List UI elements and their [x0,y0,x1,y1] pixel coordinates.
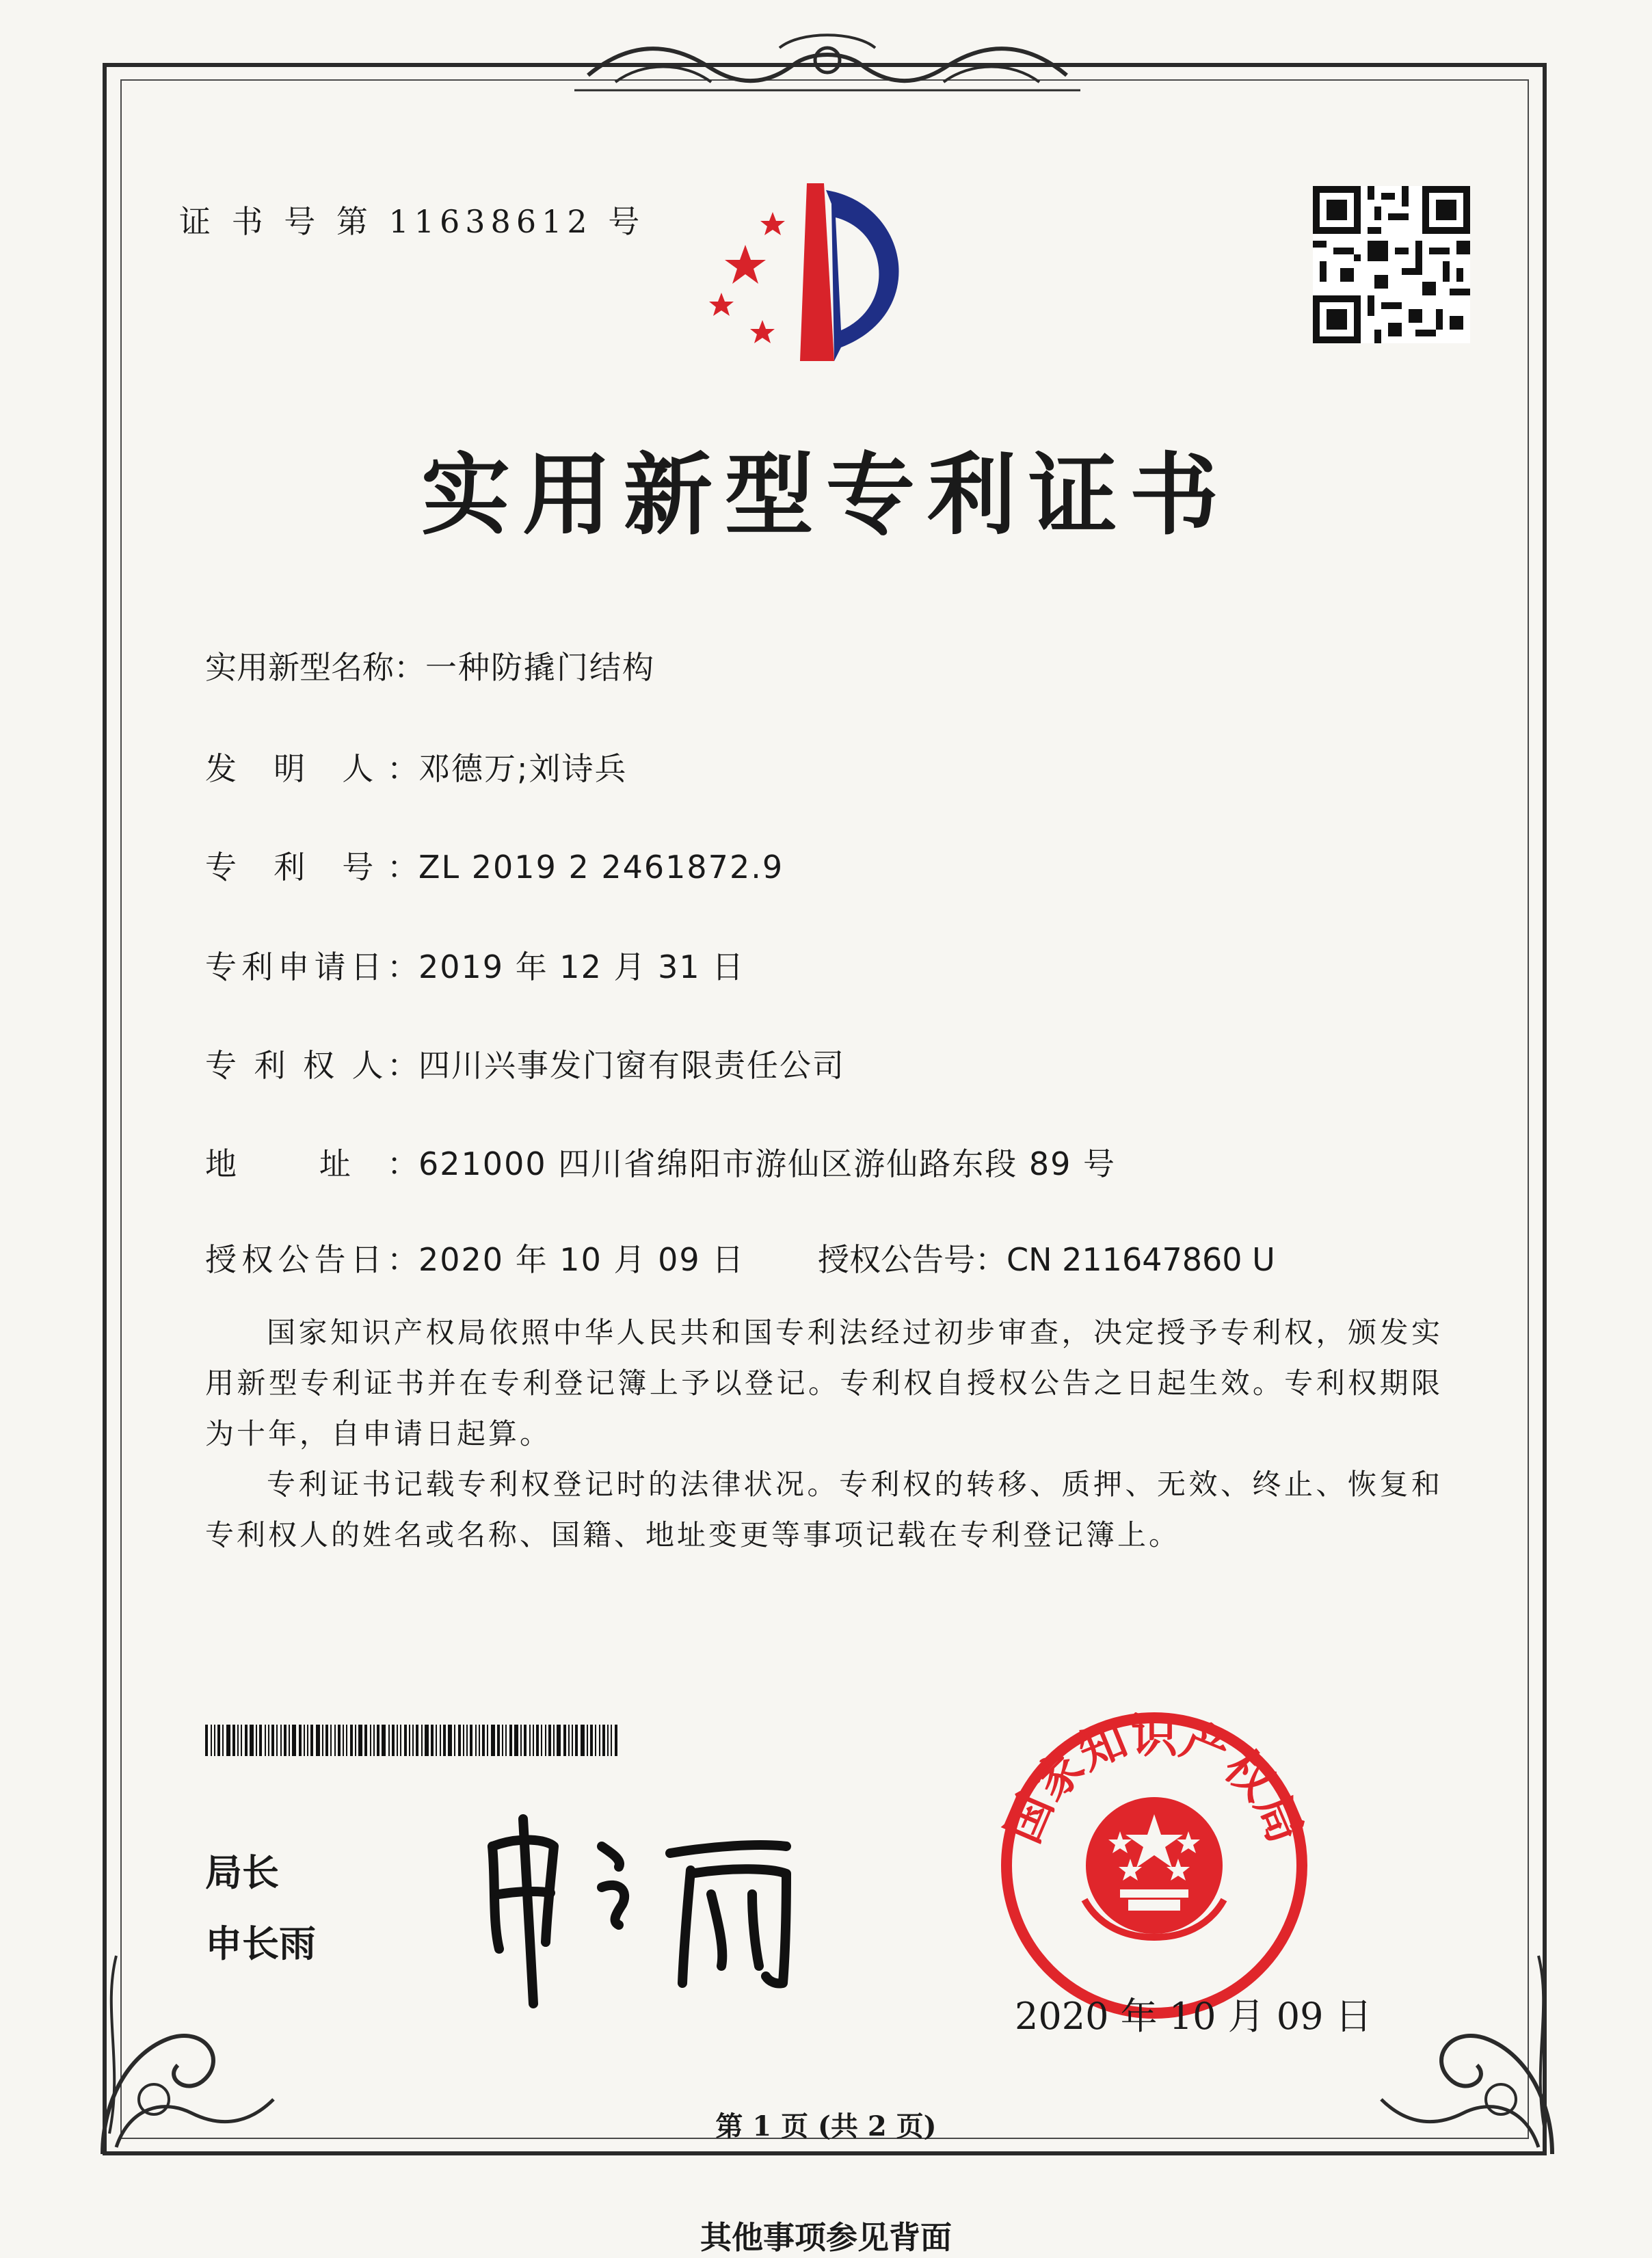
page-indicator: 第 1 页 (共 2 页) [715,2110,937,2142]
director-signature [465,1805,848,2010]
legal-status-paragraph: 专利证书记载专利权登记时的法律状况。专利权的转移、质押、无效、终止、恢复和专利权人的姓名或名称、国籍、地址变更等事项记载在专利登记簿上。 [205,1467,1443,1552]
certificate-title: 实用新型专利证书 [421,443,1231,547]
field-label: 地 址： [205,1145,418,1182]
other-matters-note: 其他事项参见背面 [700,2219,952,2256]
qr-code [1313,186,1470,343]
field-address [205,1139,1116,1184]
field-publication-number [818,1235,1275,1280]
certificate-number: 证 书 号 第 11638612 号 [179,203,645,240]
field-value: 邓德万;刘诗兵 [418,750,628,787]
seal-date: 2020 年 10 月 09 日 [1015,1995,1372,2038]
director-title: 局长 [205,1851,279,1894]
seal-text: 国家知识产权局 [996,1710,1313,1851]
field-value: 一种防撬门结构 [425,649,655,686]
barcode [205,1725,622,1756]
field-patentee [205,1041,845,1086]
grant-statement-paragraph: 国家知识产权局依照中华人民共和国专利法经过初步审查，决定授予专利权，颁发实用新型专利证书并在专利登记簿上予以登记。专利权自授权公告之日起生效。专利权期限为十年，自申请日起算。 [205,1316,1443,1450]
field-value: ZL 2019 2 2461872.9 [418,849,784,886]
field-label: 专利申请日： [205,948,418,985]
field-application-date [205,942,745,987]
field-label: 专 利 权 人： [205,1047,418,1084]
field-patent-number [205,842,784,888]
field-value: 四川兴事发门窗有限责任公司 [418,1047,845,1084]
field-value: CN 211647860 U [1007,1241,1275,1278]
field-label: 授权公告日： [205,1241,418,1278]
field-label: 发 明 人： [205,750,418,787]
field-value: 2019 年 12 月 31 日 [418,948,745,985]
director-name: 申长雨 [205,1922,316,1965]
field-label: 专 利 号： [205,849,418,886]
field-value: 621000 四川省绵阳市游仙区游仙路东段 89 号 [418,1145,1116,1182]
top-ornament [574,27,1080,103]
field-inventor [205,744,628,789]
patent-office-emblem [704,176,950,375]
field-publication-date [205,1235,745,1280]
official-seal [970,1695,1339,2023]
field-utility-model-name [205,643,655,688]
field-label: 授权公告号： [818,1241,1007,1278]
field-label: 实用新型名称： [205,649,425,686]
field-value: 2020 年 10 月 09 日 [418,1241,745,1278]
